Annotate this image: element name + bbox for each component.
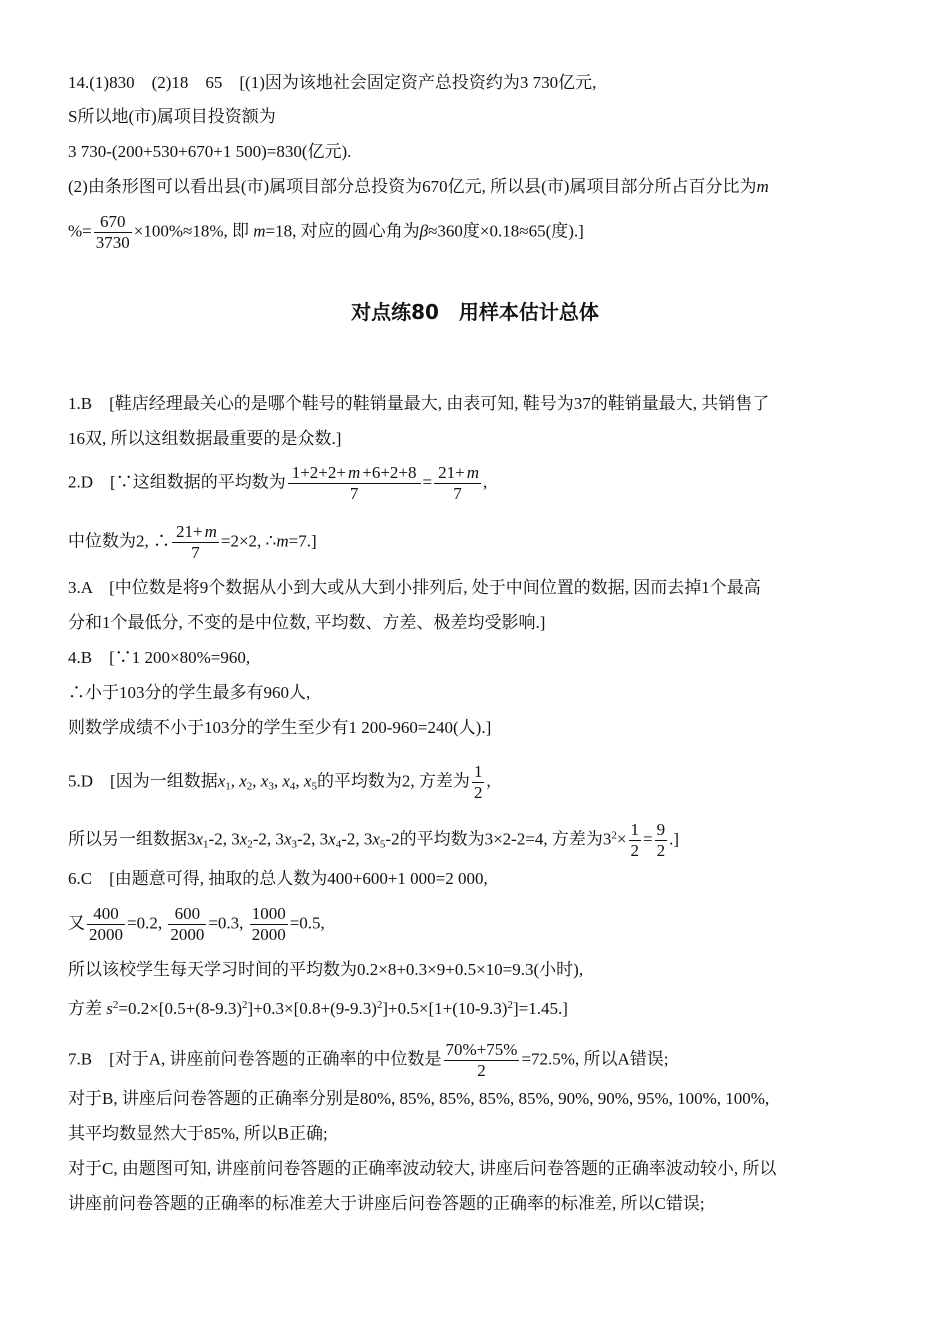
q1-line1: 1.B [鞋店经理最关心的是哪个鞋号的鞋销量最大, 由表可知, 鞋号为37的鞋销量最大, 共销售了 bbox=[68, 394, 770, 413]
q6-line1: 6.C [由题意可得, 抽取的总人数为400+600+1 000=2 000, bbox=[68, 869, 488, 888]
q1-line2: 16双, 所以这组数据最重要的是众数.] bbox=[68, 429, 342, 448]
q7-line4: 对于C, 由题图可知, 讲座前问卷答题的正确率波动较大, 讲座后问卷答题的正确率波动较小, 所以 bbox=[68, 1159, 777, 1178]
fraction-600-2000: $\frac{600}{2000}$ bbox=[170, 904, 205, 944]
q2-line2: 中位数为2, ∴ $\frac{21+ m}{7}$ =2×2, ∴m=7.] bbox=[68, 522, 317, 562]
q14-line1: 14.(1)830 (2)18 65 [(1)因为该地社会固定资产总投资约为3 730亿元, bbox=[68, 73, 597, 92]
q6-line3: 所以该校学生每天学习时间的平均数为0.2×8+0.3×9+0.5×10=9.3(小时), bbox=[68, 960, 584, 979]
section-title: 对点练80 用样本估计总体 bbox=[351, 300, 599, 324]
fraction-21m-over-7: $\frac{21+ m}{7}$ bbox=[434, 463, 481, 504]
fraction-21m-over-7-b: $\frac{21+ m}{7}$ bbox=[172, 522, 219, 563]
q2-line1: 2.D [∵这组数据的平均数为 $\frac{1+2+2+ m +6+2+8}{7}$ = $\frac{21+ m}{7}$ , bbox=[68, 463, 488, 503]
q4-line3: 则数学成绩不小于103分的学生至少有1 200-960=240(人).] bbox=[68, 718, 492, 737]
fraction-one-half: $\frac{1}{2}$ bbox=[473, 762, 483, 802]
fraction-one-half-b: $\frac{1}{2}$ bbox=[630, 820, 640, 860]
q14-line2: S所以地(市)属项目投资额为 bbox=[68, 107, 276, 126]
q4-line1: 4.B [∵1 200×80%=960, bbox=[68, 648, 251, 667]
q7-line1: 7.B [对于A, 讲座前问卷答题的正确率的中位数是 $\frac{70\%+75\%}{2}$ =72.5%, 所以A错误; bbox=[68, 1040, 669, 1080]
fraction-670-3730: $\frac{670}{3730}$ bbox=[95, 212, 130, 252]
q7-line3: 其平均数显然大于85%, 所以B正确; bbox=[68, 1124, 328, 1143]
q3-line2: 分和1个最低分, 不变的是中位数, 平均数、方差、极差均受影响.] bbox=[68, 613, 546, 632]
q4-line2: ∴小于103分的学生最多有960人, bbox=[68, 683, 311, 702]
q6-line4: 方差 $s^2=0.2\times[0.5+(8-9.3)^2]+0.3\times[0.8+(9-9.3)^2]+0.5\times[1+(10-9.3)^2]=1.45$.] bbox=[68, 999, 568, 1018]
q5-line2: 所以另一组数据$3x_1-2$, $3x_2-2$, $3x_3-2$, $3x_4-2$, $3x_5-2$的平均数为3×2-2=4, 方差为$3^2\times$ $\frac{1}{2}$ = $\frac{9}{2}$ .] bbox=[68, 820, 680, 860]
q7-line5: 讲座前问卷答题的正确率的标准差大于讲座后问卷答题的正确率的标准差, 所以C错误; bbox=[68, 1194, 705, 1213]
q7-line2: 对于B, 讲座后问卷答题的正确率分别是80%, 85%, 85%, 85%, 85%, 90%, 90%, 95%, 100%, 100%, bbox=[68, 1089, 770, 1108]
q5-line1: 5.D [因为一组数据$x_1$, $x_2$, $x_3$, $x_4$, $x_5$的平均数为2, 方差为 $\frac{1}{2}$ , bbox=[68, 762, 491, 802]
q14-line3: 3 730-(200+530+670+1 500)=830(亿元). bbox=[68, 142, 352, 161]
fraction-median: $\frac{70\%+75\%}{2}$ bbox=[445, 1040, 518, 1080]
fraction-400-2000: $\frac{400}{2000}$ bbox=[89, 904, 123, 944]
q14-line4: (2)由条形图可以看出县(市)属项目部分总投资为670亿元, 所以县(市)属项目部分所占百分比为m bbox=[68, 177, 769, 196]
q14-line5: %= $\frac{670}{3730}$ ×100%≈18%, 即 m=18, 对应的圆心角为β≈360度×0.18≈65(度).] bbox=[68, 212, 584, 252]
fraction-nine-halves: $\frac{9}{2}$ bbox=[656, 820, 666, 860]
q3-line1: 3.A [中位数是将9个数据从小到大或从大到小排列后, 处于中间位置的数据, 因而去掉1个最高 bbox=[68, 578, 761, 597]
q6-line2: 又 $\frac{400}{2000}$ =0.2, $\frac{600}{2000}$ =0.3, $\frac{1000}{2000}$ =0.5, bbox=[68, 904, 325, 944]
fraction-1000-2000: $\frac{1000}{2000}$ bbox=[251, 904, 286, 944]
fraction-sum-over-7: $\frac{1+2+2+ m +6+2+8}{7}$ bbox=[288, 463, 421, 504]
